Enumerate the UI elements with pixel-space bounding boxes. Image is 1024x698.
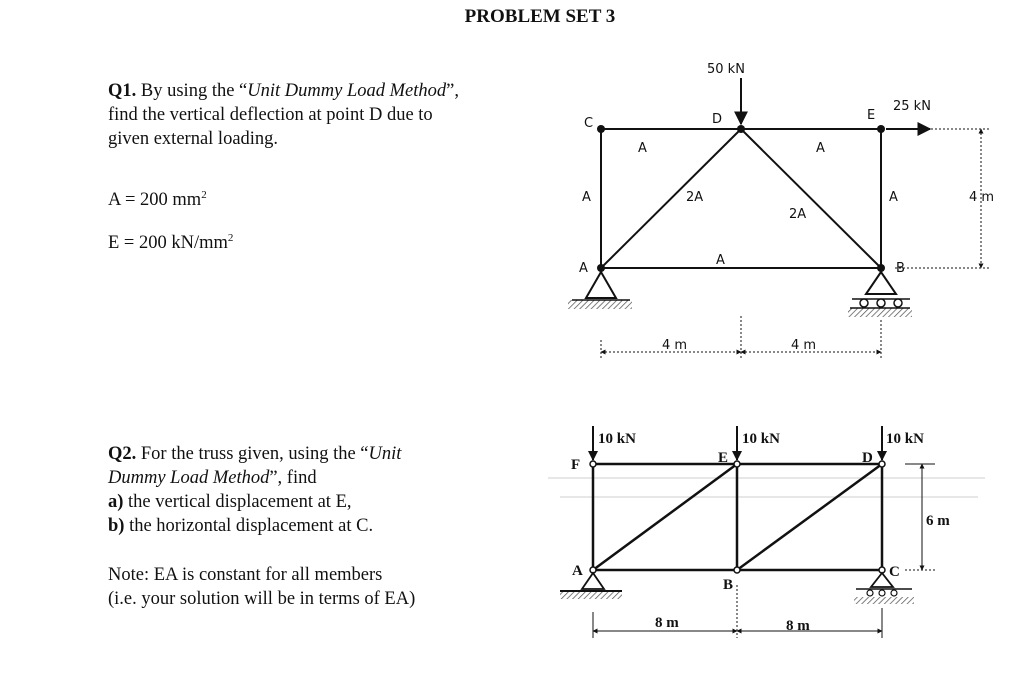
- label-50kn: 50 kN: [707, 62, 745, 77]
- member-label-ab: A: [716, 253, 725, 268]
- joint2-b: [734, 567, 740, 573]
- member-label-ca: A: [582, 190, 591, 205]
- area-exponent: 2: [201, 189, 207, 201]
- node2-label-c: C: [889, 564, 900, 580]
- node-label-d: D: [712, 112, 723, 127]
- q2-a-label: a): [108, 492, 124, 512]
- q1-method: Unit Dummy Load Method: [247, 81, 447, 101]
- member-label-de: A: [816, 141, 825, 156]
- q1-label: Q1.: [108, 81, 137, 101]
- joint-d: [737, 125, 745, 133]
- dim2-label-height: 6 m: [926, 513, 950, 529]
- node2-label-f: F: [571, 457, 581, 473]
- q1-text-before: By using the “: [136, 81, 248, 101]
- node-label-b: B: [896, 261, 905, 276]
- member-label-ad: 2A: [686, 190, 704, 205]
- node2-label-a: A: [572, 563, 583, 579]
- label-25kn: 25 kN: [893, 99, 931, 114]
- node2-label-e: E: [718, 450, 729, 466]
- joint2-f: [590, 461, 596, 467]
- pin-support-a: [568, 272, 632, 309]
- member-bd: [737, 464, 882, 570]
- q2-label: Q2.: [108, 444, 137, 464]
- note-label: Note:: [108, 565, 150, 585]
- member-label-eb: A: [889, 190, 898, 205]
- member-db: [741, 129, 881, 268]
- q2-b-label: b): [108, 516, 125, 536]
- q2-a-text: the vertical displacement at E,: [123, 492, 352, 512]
- q1-line-2: find the vertical deflection at point D due to: [108, 105, 433, 125]
- member-ae: [593, 464, 737, 570]
- dim2-label-left: 8 m: [655, 615, 679, 631]
- q2-text-before: For the truss given, using the “: [136, 444, 369, 464]
- q2-text-after: ”, find: [269, 468, 317, 488]
- q2-b-text: the horizontal displacement at C.: [124, 516, 374, 536]
- modulus-exponent: 2: [227, 232, 234, 245]
- q1-text-after: ”,: [446, 81, 459, 101]
- truss-1: [568, 62, 994, 360]
- note-line-2: (i.e. your solution will be in terms of EA): [108, 589, 416, 609]
- roller-support-c2: [854, 573, 914, 604]
- pin-support-a2: [560, 573, 622, 599]
- member-label-db: 2A: [789, 207, 807, 222]
- modulus-label: E = 200 kN/mm: [108, 233, 228, 254]
- q2-method-part1: Unit: [368, 444, 402, 464]
- dim-label-right: 4 m: [791, 338, 817, 353]
- dim2-label-right: 8 m: [786, 618, 810, 634]
- label2-load-f: 10 kN: [598, 431, 636, 447]
- roller-support-b: [848, 272, 912, 317]
- note-text: EA is constant for all members: [149, 565, 383, 585]
- truss-2-members: [593, 464, 882, 570]
- q1-line-3: given external loading.: [108, 129, 279, 149]
- joint2-e: [734, 461, 740, 467]
- label2-load-e: 10 kN: [742, 431, 780, 447]
- node2-label-b: B: [723, 577, 734, 593]
- truss-2: [548, 426, 985, 638]
- dim-label-height: 4 m: [969, 190, 995, 205]
- joint-c: [597, 125, 605, 133]
- node-label-c: C: [584, 116, 594, 131]
- dim-label-left: 4 m: [662, 338, 688, 353]
- node-label-e: E: [867, 108, 876, 123]
- joint-e: [877, 125, 885, 133]
- page-title: PROBLEM SET 3: [464, 6, 616, 27]
- label2-load-d: 10 kN: [886, 431, 924, 447]
- node2-label-d: D: [862, 450, 873, 466]
- joint2-d: [879, 461, 885, 467]
- node-label-a: A: [579, 261, 588, 276]
- q2-method-part2: Dummy Load Method: [108, 468, 270, 488]
- area-label: A = 200 mm: [108, 190, 202, 211]
- member-ad: [601, 129, 741, 268]
- member-label-cd: A: [638, 141, 647, 156]
